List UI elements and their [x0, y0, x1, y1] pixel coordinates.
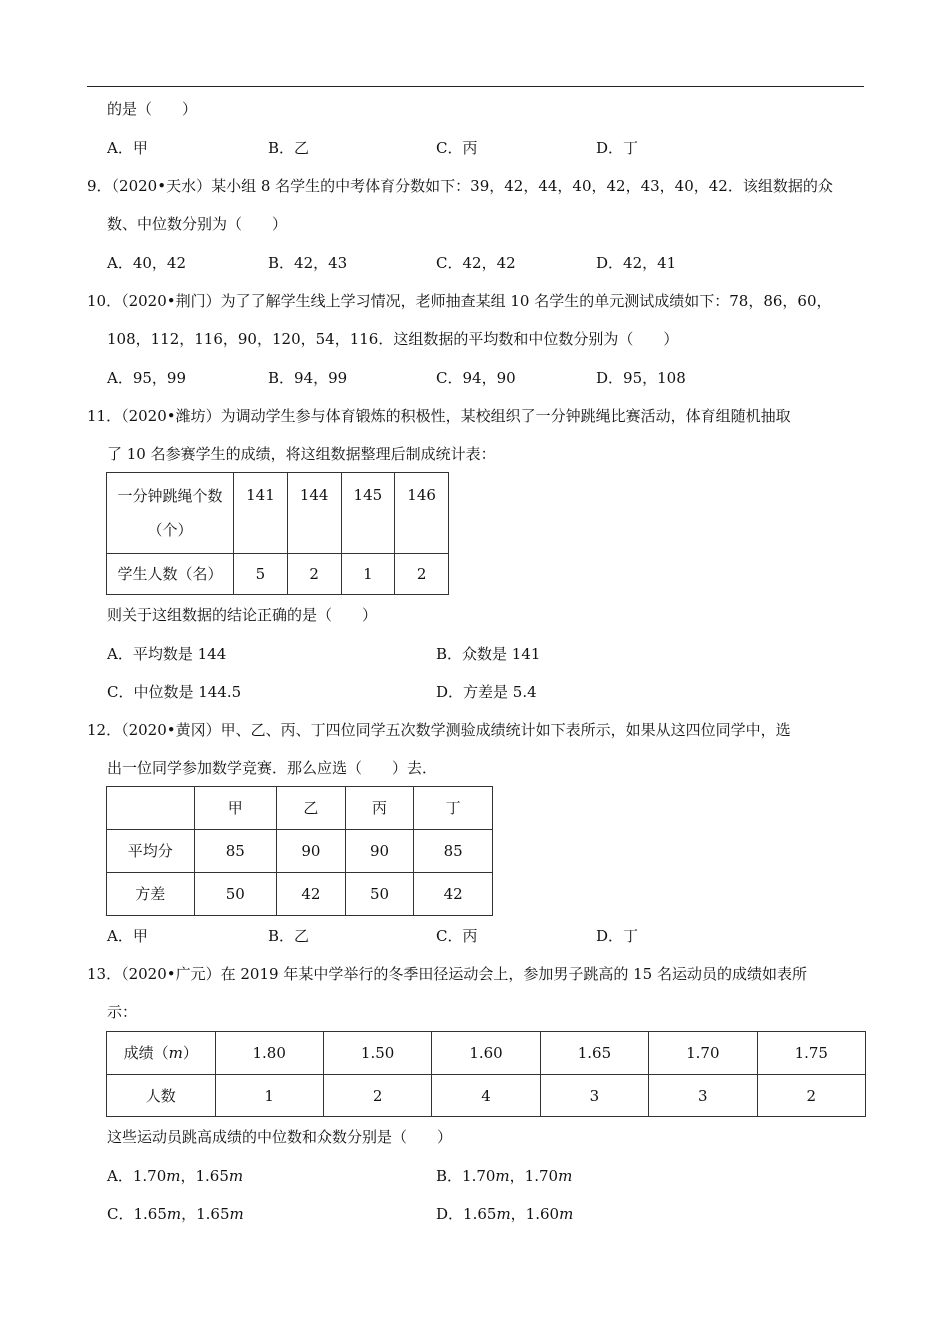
q13-table-cell: 3: [649, 1075, 757, 1117]
q9-option-d[interactable]: D．42，41: [596, 254, 677, 272]
q13-option-d-value1: D．1.65: [436, 1205, 497, 1223]
q13-table-header-cell: 1.65: [540, 1032, 648, 1075]
q10-option-c[interactable]: C．94，90: [436, 369, 516, 387]
q11-option-b[interactable]: B．众数是 141: [436, 645, 541, 663]
q12-table-row-label: 平均分: [107, 830, 195, 873]
q12-table-header-cell: 丙: [345, 787, 414, 830]
q12-table: [106, 786, 493, 916]
q12-option-a[interactable]: A．甲: [107, 927, 148, 945]
q13-option-b-unit1: m: [495, 1167, 510, 1185]
q12-table-row-label: 方差: [107, 873, 195, 916]
q13-option-d-unit2: m: [559, 1205, 574, 1223]
q12-table-cell: 50: [194, 873, 277, 916]
q13-option-a[interactable]: [107, 1166, 243, 1186]
q13-option-d[interactable]: [436, 1204, 573, 1224]
q13-table-header-cell: 1.50: [323, 1032, 431, 1075]
q13-option-a-unit1: m: [166, 1167, 181, 1185]
q8-option-a[interactable]: A．甲: [107, 139, 148, 157]
q13-table-header-cell: 1.80: [215, 1032, 323, 1075]
q13-option-b-value1: B．1.70: [436, 1167, 496, 1185]
q11-question: 则关于这组数据的结论正确的是（ ）: [107, 606, 378, 624]
q12-option-c[interactable]: C．丙: [436, 927, 478, 945]
q13-label-text: 成绩（: [123, 1044, 169, 1062]
q12-table-cell: 42: [414, 873, 493, 916]
q13-option-b-unit2: m: [558, 1167, 573, 1185]
q10-option-b[interactable]: B．94，99: [268, 369, 348, 387]
q11-table-cell: 2: [287, 554, 341, 595]
q12-table-cell: 90: [345, 830, 414, 873]
q11-table-row-label: 学生人数（名）: [107, 554, 234, 595]
q12-table-cell: 85: [414, 830, 493, 873]
q8-option-c[interactable]: C．丙: [436, 139, 478, 157]
q9-stem-line1: 9．（2020•天水）某小组 8 名学生的中考体育分数如下：39，42，44，40，42，43，40，42．该组数据的众: [87, 177, 833, 195]
q13-table: [106, 1031, 866, 1117]
q13-option-b-value2: ，1.70: [509, 1167, 559, 1185]
q12-option-d[interactable]: D．丁: [596, 927, 639, 945]
q12-table-cell: 50: [345, 873, 414, 916]
q13-table-cell: 2: [323, 1075, 431, 1117]
q11-table-cell: 2: [395, 554, 449, 595]
q9-option-a[interactable]: A．40，42: [107, 254, 187, 272]
q13-question: 这些运动员跳高成绩的中位数和众数分别是（ ）: [107, 1128, 453, 1146]
q11-stem-line2: 了 10 名参赛学生的成绩，将这组数据整理后制成统计表：: [107, 445, 496, 463]
q11-table-cell: 1: [341, 554, 395, 595]
q12-table-header-cell: 丁: [414, 787, 493, 830]
q13-option-c-value2: ，1.65: [181, 1205, 230, 1223]
q13-table-header-cell: 1.75: [757, 1032, 865, 1075]
q8-stem-tail: 的是（ ）: [107, 100, 198, 118]
q10-stem-line1: 10．（2020•荆门）为了了解学生线上学习情况，老师抽查某组 10 名学生的单元测试成绩如下：78，86，60，: [87, 292, 832, 310]
q11-stem-line1: 11．（2020•潍坊）为调动学生参与体育锻炼的积极性，某校组织了一分钟跳绳比赛活动，体育组随机抽取: [87, 407, 791, 425]
q13-option-c-value1: C．1.65: [107, 1205, 167, 1223]
q13-option-d-value2: ，1.60: [510, 1205, 560, 1223]
header-rule: [87, 86, 864, 87]
q13-option-b[interactable]: [436, 1166, 572, 1186]
q8-option-d[interactable]: D．丁: [596, 139, 639, 157]
q12-table-cell: 90: [277, 830, 346, 873]
q13-table-cell: 3: [540, 1075, 648, 1117]
q11-option-a[interactable]: A．平均数是 144: [107, 645, 227, 663]
q13-option-a-unit2: m: [228, 1167, 244, 1185]
q13-option-c-unit1: m: [166, 1205, 182, 1223]
q13-table-cell: 4: [432, 1075, 540, 1117]
q11-table-header-cell: 146: [395, 473, 449, 554]
q13-table-cell: 1: [215, 1075, 323, 1117]
q9-option-b[interactable]: B．42，43: [268, 254, 348, 272]
q13-option-c[interactable]: [107, 1204, 244, 1224]
q10-option-a[interactable]: A．95，99: [107, 369, 187, 387]
q13-table-row-label: 人数: [107, 1075, 216, 1117]
q9-option-c[interactable]: C．42，42: [436, 254, 516, 272]
q12-stem-line2: 出一位同学参加数学竞赛．那么应选（ ）去．: [107, 759, 438, 777]
q13-option-d-unit1: m: [496, 1205, 511, 1223]
q13-label-unit: m: [168, 1044, 183, 1062]
q11-table-header-label-line1: 一分钟跳绳个数: [117, 487, 223, 505]
q13-table-cell: 2: [757, 1075, 865, 1117]
q9-stem-line2: 数、中位数分别为（ ）: [107, 215, 288, 233]
q12-stem-line1: 12．（2020•黄冈）甲、乙、丙、丁四位同学五次数学测验成绩统计如下表所示，如果从这四位同学中，选: [87, 721, 791, 739]
q12-table-header-cell: 甲: [194, 787, 277, 830]
q13-option-a-value1: A．1.70: [107, 1167, 167, 1185]
q12-table-cell: 85: [194, 830, 277, 873]
q11-table-cell: 5: [234, 554, 288, 595]
q11-table-header-cell: 145: [341, 473, 395, 554]
q13-option-c-unit2: m: [229, 1205, 244, 1223]
q12-option-b[interactable]: B．乙: [268, 927, 310, 945]
q13-option-a-value2: ，1.65: [180, 1167, 229, 1185]
q8-option-b[interactable]: B．乙: [268, 139, 310, 157]
q13-table-header-cell: 1.60: [432, 1032, 540, 1075]
q10-option-d[interactable]: D．95，108: [596, 369, 686, 387]
q12-table-header-cell: 乙: [277, 787, 346, 830]
q12-table-corner: [107, 787, 195, 830]
q11-table-header-cell: 141: [234, 473, 288, 554]
q11-option-c[interactable]: C．中位数是 144.5: [107, 683, 242, 701]
q13-stem-line1: 13．（2020•广元）在 2019 年某中学举行的冬季田径运动会上，参加男子跳高的 15 名运动员的成绩如表所: [87, 965, 807, 983]
q10-stem-line2: 108，112，116，90，120，54，116．这组数据的平均数和中位数分别为（ ）: [107, 330, 679, 348]
q11-table-header-cell: 144: [287, 473, 341, 554]
q13-table-header-cell: 1.70: [649, 1032, 757, 1075]
q11-option-d[interactable]: D．方差是 5.4: [436, 683, 537, 701]
q13-stem-line2: 示：: [107, 1003, 138, 1021]
q13-table-header-label: [107, 1032, 216, 1075]
q13-label-close: ）: [182, 1044, 198, 1062]
q11-table-header-label-line2: （个）: [147, 521, 193, 539]
q11-table-header-label: [107, 473, 234, 554]
q12-table-cell: 42: [277, 873, 346, 916]
q11-table: [106, 472, 449, 595]
